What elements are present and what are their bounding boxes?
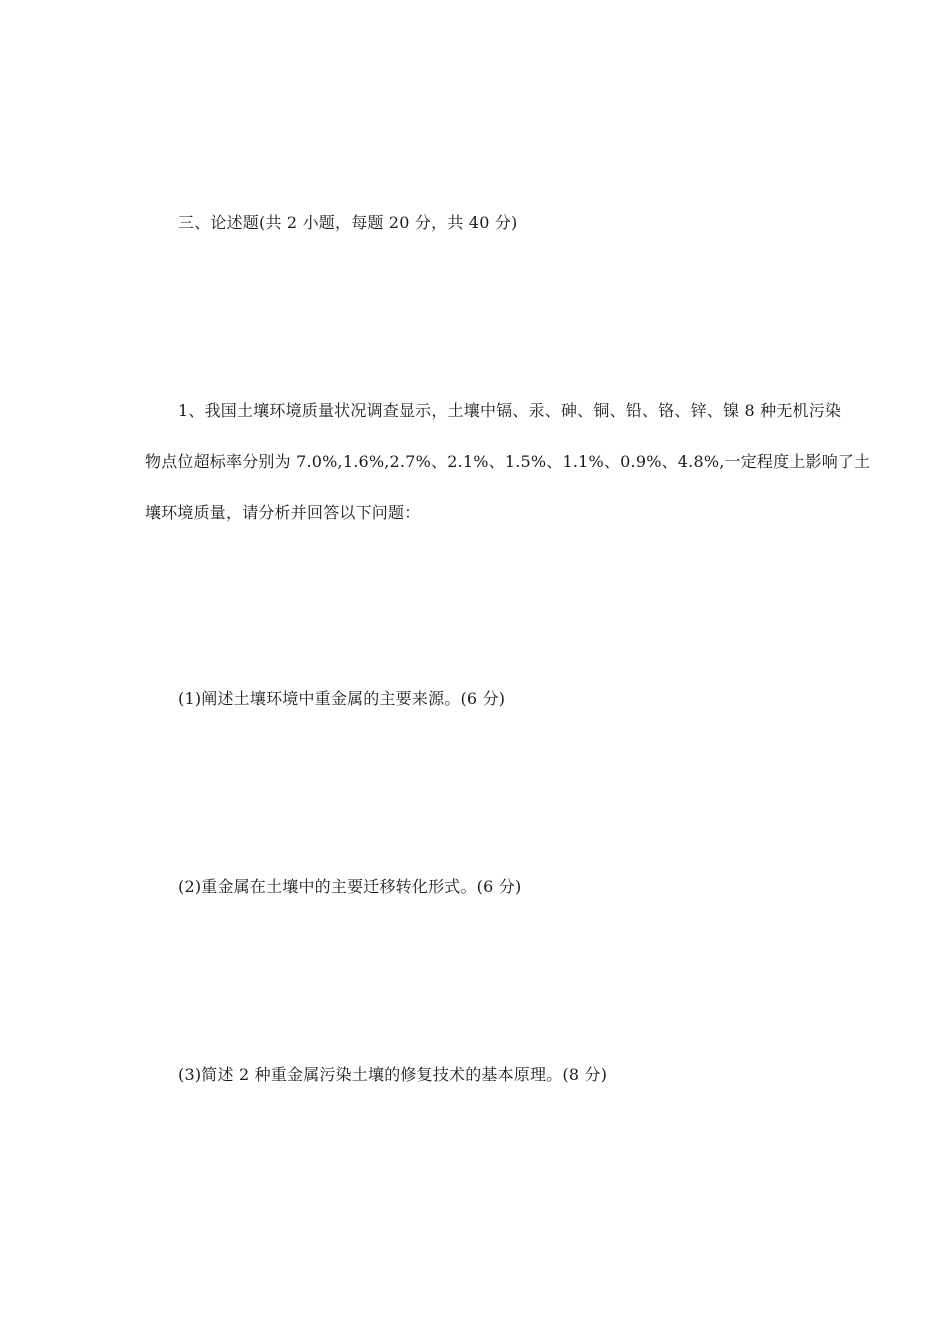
- sub-question-2: (2)重金属在土壤中的主要迁移转化形式。(6 分): [178, 877, 522, 896]
- sub-question-3: (3)简述 2 种重金属污染土壤的修复技术的基本原理。(8 分): [178, 1065, 608, 1084]
- question-1-stem-line-1: 1、我国土壤环境质量状况调查显示，土壤中镉、汞、砷、铜、铅、铬、锌、镍 8 种无机污染: [178, 401, 842, 420]
- question-1-stem-line-2: 物点位超标率分别为 7.0%,1.6%,2.7%、2.1%、1.5%、1.1%、0.9%、4.8%,一定程度上影响了土: [145, 452, 871, 471]
- sub-question-1: (1)阐述土壤环境中重金属的主要来源。(6 分): [178, 689, 506, 708]
- section-heading: 三、论述题(共 2 小题，每题 20 分，共 40 分): [178, 213, 518, 232]
- question-1-stem-line-3: 壤环境质量，请分析并回答以下问题：: [145, 503, 421, 522]
